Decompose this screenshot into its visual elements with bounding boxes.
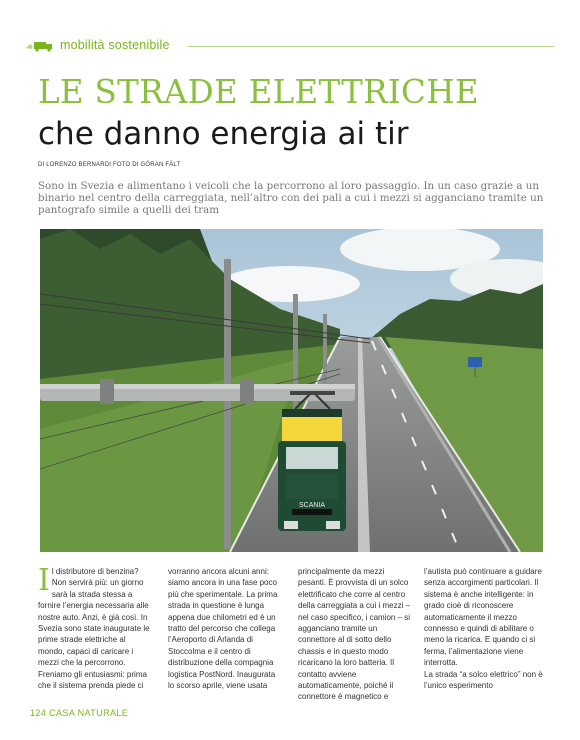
byline: DI LORENZO BERNARDI FOTO DI GÖRAN FÄLT <box>38 162 181 168</box>
electric-road-photo <box>40 229 543 552</box>
standfirst: Sono in Svezia e alimentano i veicoli che la percorrono al loro passaggio. In un caso grazie a un binario nel centro della carreggiata, nell’altro con dei pali a cui i mezzi si agganciano tramite un pantografo simile a quelli dei tram <box>38 180 544 217</box>
page-number: 124 <box>30 708 47 718</box>
magazine-name: CASA NATURALE <box>49 708 129 718</box>
truck-icon <box>24 40 54 52</box>
page-footer <box>30 708 128 718</box>
column-2-text: vorranno ancora alcuni anni: siamo ancora in una fase poco più che sperimentale. La prima strada in questione è lunga appena due chilometri ed è un tratto del percorso che collega l’Aeroporto di Arlanda di Stoccolma e il centro di distribuzione della compagnia logistica PostNord. Inaugurata lo scorso aprile, viene usata <box>168 567 278 691</box>
section-header <box>24 40 554 54</box>
drop-cap: I <box>38 563 50 598</box>
section-label: mobilità sostenibile <box>60 38 170 52</box>
column-3 <box>298 566 412 703</box>
column-1 <box>38 563 152 691</box>
article-body <box>38 563 548 706</box>
section-divider <box>188 46 554 47</box>
headline-line1: LE STRADE ELETTRICHE <box>38 73 479 111</box>
column-2 <box>168 566 282 691</box>
column-4-text-b: La strada “a solco elettrico” non è l’unico esperimento <box>424 669 543 691</box>
column-4-text: l’autista può continuare a guidare senza accorgimenti particolari. Il sistema è anche intelligente: in grado cioè di riconoscere automaticamente il mezzo connesso e quindi di abilitare o meno la ricarica. E quando ci si ferma, l’alimentazione viene interrotta. <box>424 567 542 668</box>
headline-line2: che danno energia ai tir <box>38 116 409 152</box>
column-1-text-b: Freniamo gli entusiasmi: prima che il sistema prenda piede ci <box>38 669 147 691</box>
column-1-text: l distributore di benzina? Non servirà più: un giorno sarà la strada stessa a fornire l’energia necessaria alle nostre auto. Anzi, è già così. In Svezia sono state inaugurate le prime strade elettriche al mondo, capaci di caricare i mezzi che la percorrono. <box>38 567 150 668</box>
column-4 <box>424 566 548 691</box>
article-photo <box>40 229 543 552</box>
column-3-text: principalmente da mezzi pesanti. È provvista di un solco elettrificato che corre al centro della carreggiata a cui i mezzi – nel caso specifico, i camion – si agganciano tramite un connettore al di sotto dello chassis e in questo modo ricaricano la loro batteria. Il contatto avviene automaticamente, poiché il connettore è magnetico e <box>298 567 411 702</box>
truck-label: SCANIA <box>298 502 326 509</box>
